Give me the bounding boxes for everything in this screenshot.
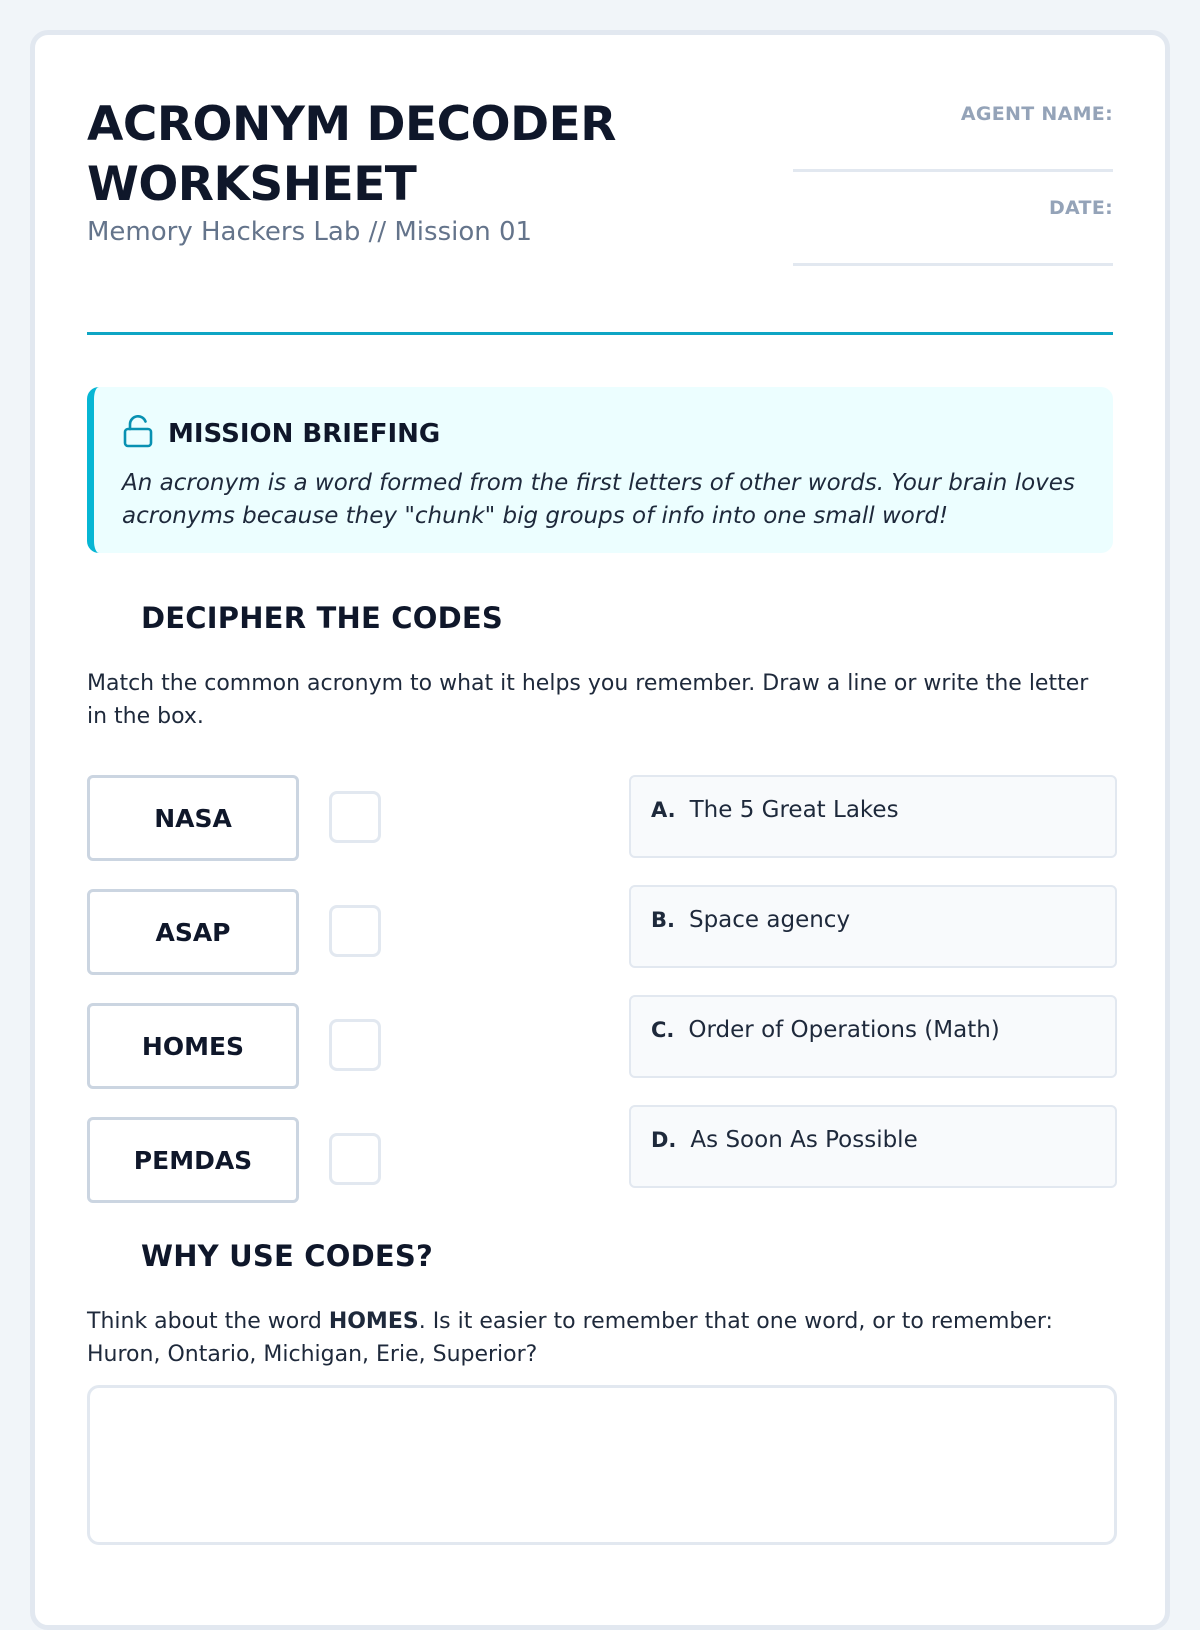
option-card <box>629 995 1117 1078</box>
answer-box[interactable] <box>329 905 381 957</box>
decipher-section-title: DECIPHER THE CODES <box>141 601 503 635</box>
option-text: As Soon As Possible <box>690 1127 918 1153</box>
agent-name-label: AGENT NAME: <box>960 103 1113 125</box>
unlock-icon <box>122 415 154 453</box>
why-question-bold: HOMES <box>328 1309 419 1334</box>
briefing-text: An acronym is a word formed from the first letters of other words. Your brain loves acronyms because they "chunk" big groups of info into one small word! <box>122 470 1075 529</box>
acronym-card: NASA <box>87 775 299 861</box>
written-answer-area[interactable] <box>87 1385 1117 1545</box>
why-question-pre: Think about the word <box>87 1309 329 1334</box>
briefing-header <box>122 415 1083 453</box>
option-card <box>629 1105 1117 1188</box>
meta-fields <box>793 87 1113 266</box>
mission-briefing <box>87 387 1113 553</box>
why-section-title: WHY USE CODES? <box>141 1239 434 1273</box>
answer-box[interactable] <box>329 791 381 843</box>
option-text: Order of Operations (Math) <box>688 1017 1000 1043</box>
worksheet-title-line1: ACRONYM DECODER <box>87 97 616 152</box>
option-letter: A. <box>651 798 676 822</box>
worksheet-subtitle: Memory Hackers Lab // Mission 01 <box>87 217 533 247</box>
decipher-instructions: Match the common acronym to what it helps you remember. Draw a line or write the letter in the box. <box>87 671 1089 729</box>
acronym-card: HOMES <box>87 1003 299 1089</box>
option-letter: B. <box>651 908 675 932</box>
worksheet-card <box>30 30 1170 1630</box>
matching-area <box>87 763 1113 1199</box>
acronym-card: ASAP <box>87 889 299 975</box>
option-letter: C. <box>651 1018 675 1042</box>
date-field[interactable] <box>793 263 1113 266</box>
option-card <box>629 775 1117 858</box>
date-label: DATE: <box>1048 197 1113 219</box>
title-block <box>87 87 727 247</box>
agent-name-field[interactable] <box>793 169 1113 172</box>
why-question <box>87 1305 1113 1371</box>
acronym-card: PEMDAS <box>87 1117 299 1203</box>
worksheet-header <box>87 87 1113 335</box>
worksheet-title-line2: WORKSHEET <box>87 157 417 212</box>
answer-box[interactable] <box>329 1133 381 1185</box>
option-card <box>629 885 1117 968</box>
worksheet-title <box>87 95 727 215</box>
briefing-title: MISSION BRIEFING <box>168 419 441 449</box>
option-text: Space agency <box>688 907 851 933</box>
option-text: The 5 Great Lakes <box>689 797 899 823</box>
option-letter: D. <box>651 1128 677 1152</box>
answer-box[interactable] <box>329 1019 381 1071</box>
why-question-post: . Is it easier to remember that one word, or to remember: Huron, Ontario, Michigan, Erie, Superior? <box>87 1309 1053 1367</box>
